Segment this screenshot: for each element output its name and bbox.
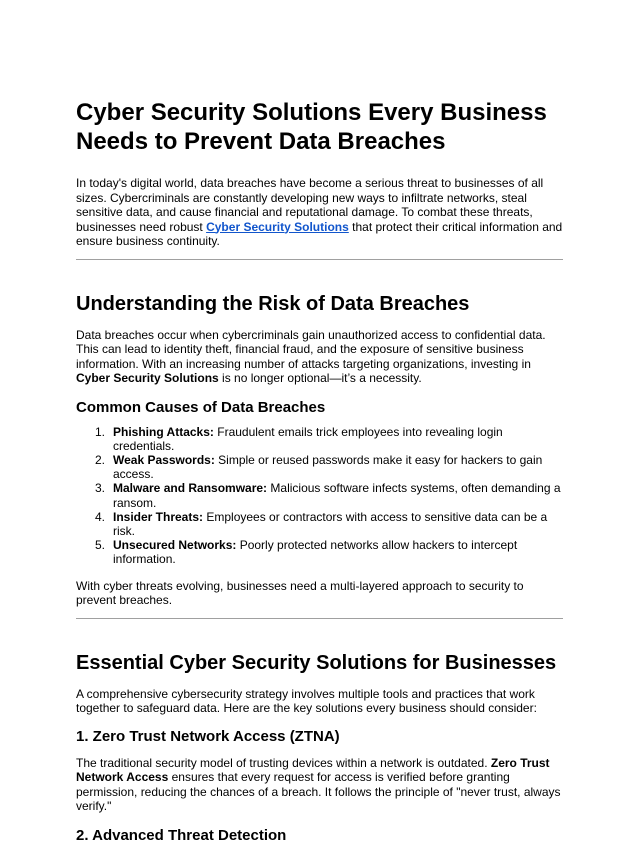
cyber-security-solutions-link[interactable]: Cyber Security Solutions: [206, 219, 349, 234]
intro-text-end: that protect their critical information and ensure business continuity.: [76, 219, 563, 248]
document-content: [76, 98, 566, 845]
risk-text: Data breaches occur when cybercriminals gain unauthorized access to confidential data. This can lead to identity theft, financial fraud, and the exposure of sensitive business information. With an increasing number of attacks targeting organizations, investing in: [76, 327, 546, 371]
divider: [76, 259, 563, 260]
section-heading-solutions: Essential Cyber Security Solutions for Businesses: [76, 651, 557, 674]
causes-list: [76, 425, 566, 567]
solutions-intro-paragraph: A comprehensive cybersecurity strategy involves multiple tools and practices that work together to safeguard data. Here are the key solutions every business should consider:: [76, 686, 537, 716]
list-item: [76, 510, 566, 538]
list-term: Insider Threats:: [113, 509, 204, 524]
list-desc: Simple or reused passwords make it easy for hackers to gain access.: [113, 452, 543, 482]
subheading-threat-detection: 2. Advanced Threat Detection: [76, 826, 287, 844]
list-number: 2.: [95, 452, 106, 467]
page-title: Cyber Security Solutions Every Business Needs to Prevent Data Breaches: [76, 99, 547, 155]
intro-paragraph: [76, 176, 566, 249]
ztna-text-end: ensures that every request for access is verified before granting permission, reducing the chances of a breach. It follows the principle of "never trust, always verify.": [76, 770, 561, 814]
ztna-bold-text: Zero Trust Network Access: [76, 755, 550, 785]
list-term: Weak Passwords:: [113, 452, 215, 467]
risk-paragraph: [76, 328, 566, 386]
list-number: 1.: [95, 424, 106, 439]
list-number: 5.: [95, 538, 106, 553]
list-desc: Poorly protected networks allow hackers to intercept information.: [113, 538, 518, 567]
list-item: [76, 425, 566, 453]
list-desc: Employees or contractors with access to sensitive data can be a risk.: [113, 509, 548, 538]
ztna-paragraph: [76, 756, 566, 814]
risk-text-end: is no longer optional—it’s a necessity.: [218, 371, 422, 385]
list-term: Malware and Ransomware:: [113, 481, 268, 496]
list-item: [76, 538, 566, 566]
ztna-text: The traditional security model of trusting devices within a network is outdated.: [76, 755, 491, 770]
list-term: Unsecured Networks:: [113, 538, 237, 553]
intro-text: In today's digital world, data breaches have become a serious threat to businesses of all sizes. Cybercriminals are constantly developing new ways to infiltrate networks, steal sensitive data, and cause financial and reputational damage. To combat these threats, businesses need robust: [76, 176, 544, 234]
list-item: [76, 481, 566, 509]
list-term: Phishing Attacks:: [113, 424, 214, 439]
list-desc: Malicious software infects systems, often demanding a ransom.: [113, 481, 561, 510]
list-number: 3.: [95, 481, 106, 496]
list-number: 4.: [95, 509, 106, 524]
list-desc: Fraudulent emails trick employees into revealing login credentials.: [113, 424, 503, 453]
closing-paragraph: With cyber threats evolving, businesses need a multi-layered approach to security to prevent breaches.: [76, 578, 524, 608]
subheading-ztna: 1. Zero Trust Network Access (ZTNA): [76, 727, 340, 745]
list-item: [76, 453, 566, 481]
subheading-causes: Common Causes of Data Breaches: [76, 398, 326, 416]
risk-bold-text: Cyber Security Solutions: [76, 371, 219, 385]
section-heading-risk: Understanding the Risk of Data Breaches: [76, 292, 470, 315]
divider: [76, 618, 563, 619]
